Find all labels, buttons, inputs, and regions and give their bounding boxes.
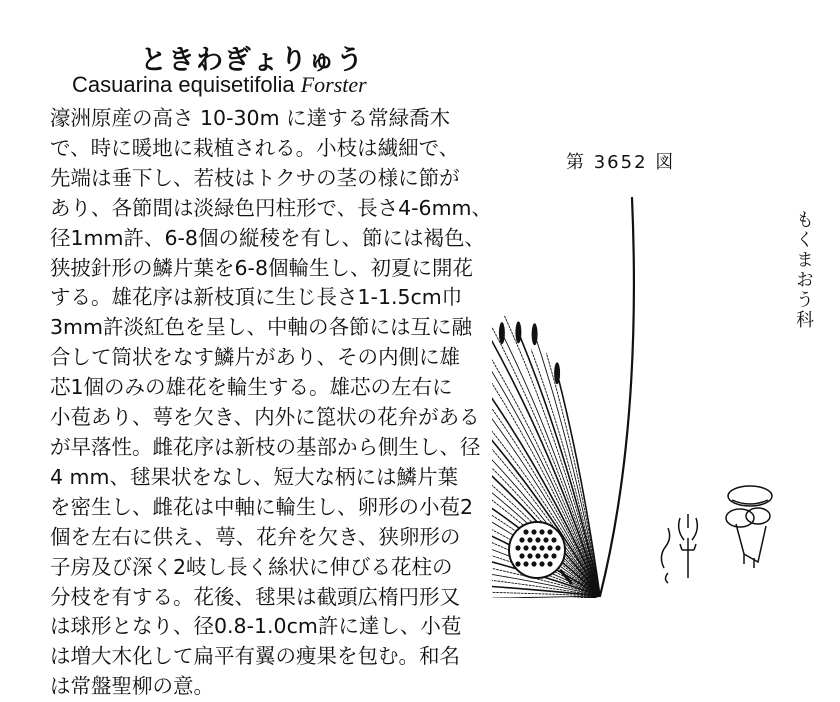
- description-line: 子房及び深く2岐し長く絲状に伸びる花柱の: [50, 554, 453, 579]
- family-name: もくまおう科: [793, 210, 814, 330]
- description-line: 4 mm、毬果状をなし、短大な柄には鱗片葉: [50, 464, 458, 489]
- description-line: 3mm許淡紅色を呈し、中軸の各節には互に融: [50, 315, 472, 340]
- author-name: Forster: [300, 72, 367, 97]
- page-title: ときわぎょりゅう: [140, 45, 364, 76]
- description-line: は増大木化して扁平有翼の痩果を包む。和名: [50, 644, 460, 669]
- description-line: 径1mm許、6-8個の縦稜を有し、節には褐色、: [50, 225, 485, 250]
- description-line: 濠洲原産の高さ 10-30m に達する常緑喬木: [50, 106, 451, 130]
- description-line: 小苞あり、萼を欠き、内外に箆状の花弁がある: [50, 405, 480, 430]
- figure-number: 第 3652 図: [566, 152, 676, 173]
- description-line: は球形となり、径0.8-1.0cm許に達し、小苞: [50, 614, 462, 639]
- description-line: で、時に暖地に栽植される。小枝は繊細で、: [50, 135, 460, 160]
- description-line: 合して筒状をなす鱗片があり、その内側に雄: [50, 345, 460, 370]
- description-line: 狭披針形の鱗片葉を6-8個輪生し、初夏に開花: [50, 255, 473, 280]
- description-line: を密生し、雌花は中軸に輪生し、卵形の小苞2: [50, 494, 474, 519]
- description: [50, 104, 493, 702]
- description-line: あり、各節間は淡緑色円柱形で、長さ4-6mm、: [50, 195, 493, 220]
- male-flower-drawing: [726, 486, 772, 568]
- description-line: が早落性。雌花序は新枝の基部から側生し、径: [50, 434, 481, 459]
- description-line: する。雄花序は新枝頂に生じ長さ1-1.5cm巾: [50, 285, 463, 310]
- scientific-name: [72, 72, 452, 98]
- description-line: 個を左右に供え、萼、花弁を欠き、狭卵形の: [50, 524, 461, 549]
- genus-species: Casuarina equisetifolia: [72, 72, 295, 97]
- description-line: は常盤聖柳の意。: [50, 674, 214, 699]
- plant-illustration: [492, 178, 792, 598]
- description-line: 分枝を有する。花後、毬果は截頭広楕円形又: [50, 584, 460, 609]
- description-line: 先端は垂下し、若枝はトクサの茎の様に節が: [50, 165, 460, 190]
- description-line: 芯1個のみの雄花を輪生する。雄芯の左右に: [50, 375, 453, 400]
- female-flower-drawing: [661, 514, 697, 583]
